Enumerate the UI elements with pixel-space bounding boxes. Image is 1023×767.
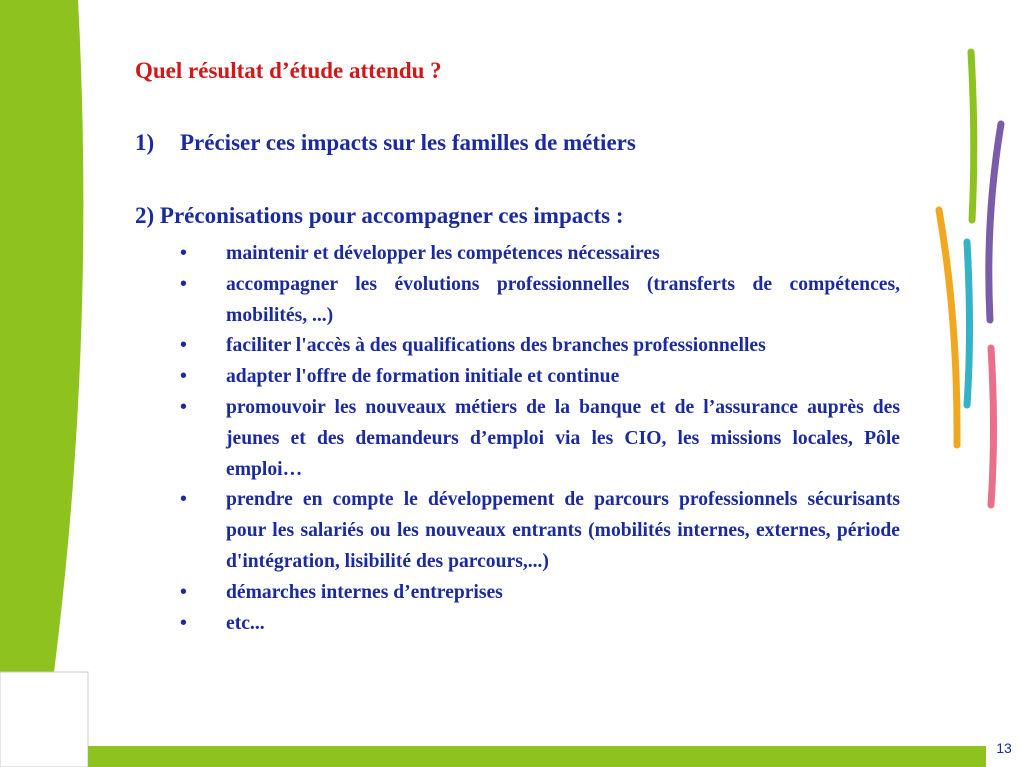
slide-title: Quel résultat d’étude attendu ?	[135, 58, 442, 83]
bullet-icon: •	[180, 612, 187, 634]
teal-stroke	[967, 242, 970, 405]
purple-stroke	[989, 124, 1001, 320]
list-item: • démarches internes d’entreprises	[180, 578, 900, 609]
bottom-left-box	[0, 672, 88, 767]
recommendations-list	[180, 239, 900, 639]
list-item: • adapter l'offre de formation initiale et continue	[180, 362, 900, 393]
bullet-icon: •	[180, 366, 187, 388]
page-number: 13	[996, 740, 1012, 756]
green-stroke	[971, 52, 974, 220]
bullet-icon: •	[180, 581, 187, 603]
list-item: • faciliter l'accès à des qualifications des branches professionnelles	[180, 331, 900, 362]
list-item: • prendre en compte le développement de parcours professionnels sécurisants pour les salariés ou les nouveaux entrants (mobilités internes, externes, période d'intégration, lisibilité des parcours,...)	[180, 485, 900, 577]
list-item: • accompagner les évolutions professionnelles (transferts de compétences, mobilités, ...)	[180, 270, 900, 332]
left-green-band	[0, 0, 83, 672]
list-item: • promouvoir les nouveaux métiers de la banque et de l’assurance auprès des jeunes et des demandeurs d’emploi via les CIO, les missions locales, Pôle emploi…	[180, 393, 900, 485]
bullet-icon: •	[180, 489, 187, 511]
bullet-icon: •	[180, 335, 187, 357]
pink-stroke	[991, 348, 994, 505]
bullet-icon: •	[180, 243, 187, 264]
list-item: • maintenir et développer les compétences nécessaires	[180, 239, 900, 270]
orange-stroke	[939, 210, 957, 445]
bullet-icon: •	[180, 273, 187, 295]
bullet-icon: •	[180, 396, 187, 418]
bottom-green-bar	[88, 746, 986, 767]
list-item: • etc...	[180, 609, 900, 640]
section-2-heading: 2) Préconisations pour accompagner ces impacts :	[135, 203, 624, 228]
section-1-text: Préciser ces impacts sur les familles de métiers	[180, 130, 636, 155]
section-1-number: 1)	[135, 130, 155, 155]
section-1-heading	[135, 130, 636, 156]
